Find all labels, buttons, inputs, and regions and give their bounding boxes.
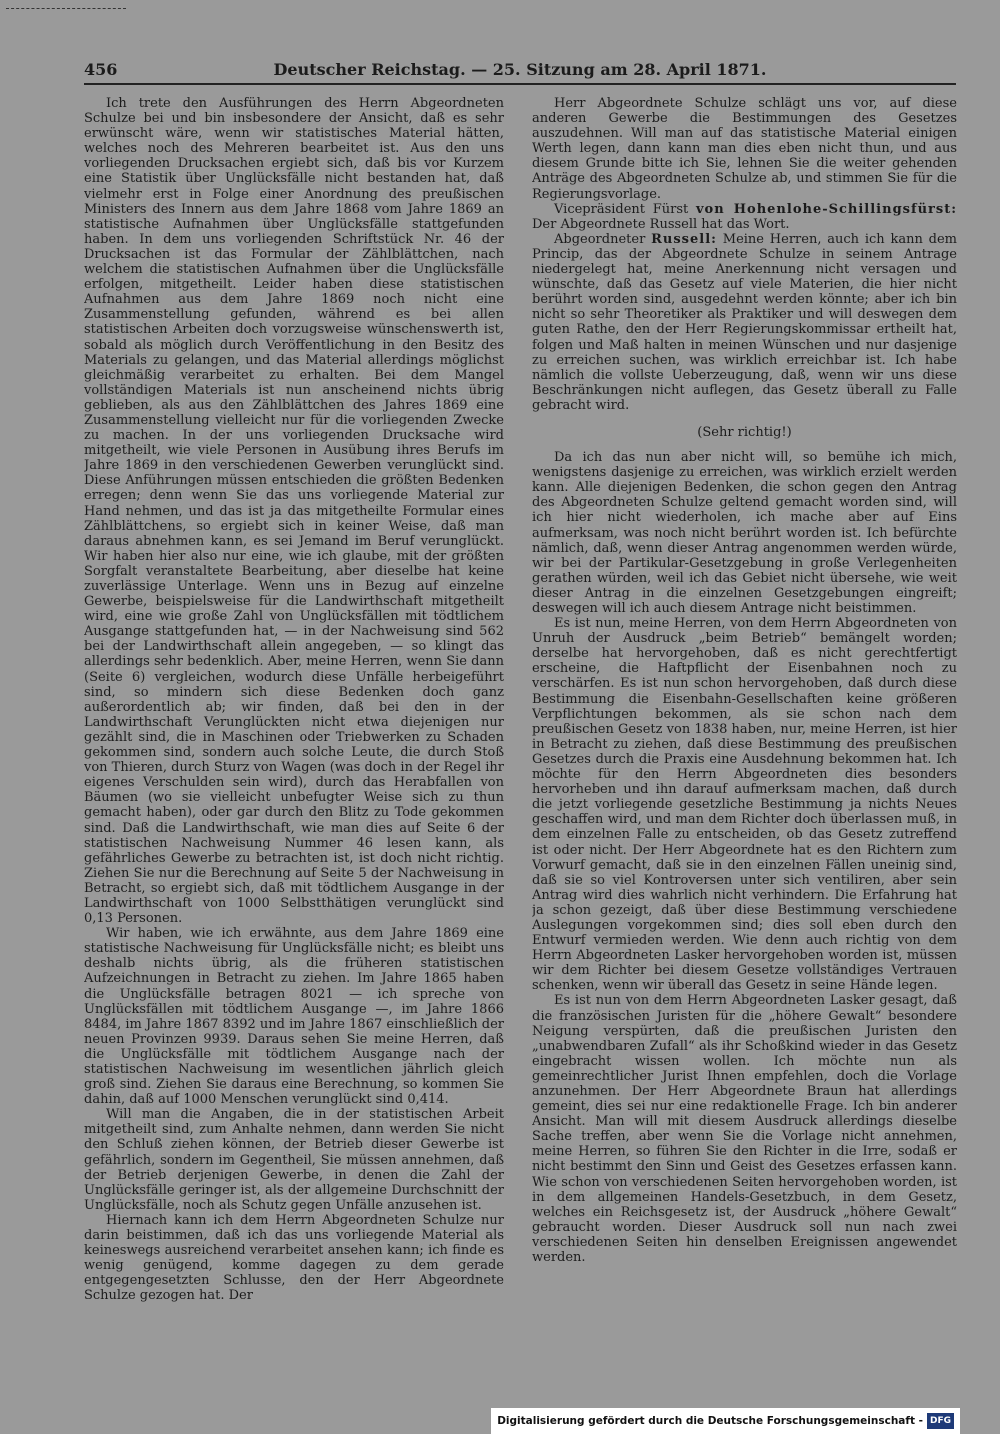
speaker-prefix: Abgeordneter [554, 231, 646, 247]
interjection: (Sehr richtig!) [697, 424, 792, 440]
speaker-text: Meine Herren, auch ich kann dem Princip, das der Abgeordnete Schulze in seinem Antrage niedergelegt hat, meine Anerkennung nicht versagen und wünschte, daß das Gesetz auf viele Materien, die hier nicht berührt worden sind, ausgedehnt werden könnte; aber ich bin nicht so sehr Theoretiker als Praktiker und will deswegen dem guten Rathe, den der Herr Regierungskommissar ertheilt hat, folgen und Maß halten in meinen Wünschen und nur dasjenige zu erreichen suchen, was wirklich erreichbar ist. Ich habe nämlich die vollste Ueberzeugung, daß, wenn wir uns diese Beschränkungen nicht auflegen, das Gesetz überall zu Falle gebracht wird. [532, 231, 957, 413]
speaker-russell [532, 232, 957, 413]
scan-corner-mark [6, 8, 126, 39]
left-column [84, 96, 504, 1351]
paragraph: Will man die Angaben, die in der statistischen Arbeit mitgetheilt sind, zum Anhalte nehmen, dann werden Sie nicht den Schluß ziehen können, der Betrieb dieser Gewerbe ist gefährlich, sondern im Gegentheil, Sie müssen annehmen, daß der Betrieb derjenigen Gewerbe, in denen die Zahl der Unglücksfälle geringer ist, als der allgemeine Durchschnitt der Unglücksfälle, noch als Schutz gegen Unfälle anzusehen ist. [84, 1107, 504, 1213]
paragraph: Es ist nun, meine Herren, von dem Herrn Abgeordneten von Unruh der Ausdruck „beim Betrieb“ bemängelt worden; derselbe hat hervorgehoben, daß es nicht gerechtfertigt erscheine, die Haftpflicht der Eisenbahnen noch zu verschärfen. Es ist nun schon hervorgehoben, daß durch diese Bestimmung die Eisenbahn-Gesellschaften keine größeren Verpflichtungen bekommen, als sie schon nach dem preußischen Gesetz von 1838 haben, nur, meine Herren, ist hier in Betracht zu ziehen, daß diese Bestimmung des preußischen Gesetzes durch die Praxis eine Ausdehnung bekommen hat. Ich möchte für den Herrn Abgeordneten dies besonders hervorheben und ihn darauf aufmerksam machen, daß durch die jetzt vorliegende gesetzliche Bestimmung ja nichts Neues geschaffen wird, und man dem Richter doch überlassen muß, in dem einzelnen Falle zu entscheiden, ob das Gesetz zutreffend ist oder nicht. Der Herr Abgeordnete hat es den Richtern zum Vorwurf gemacht, daß sie in den einzelnen Fällen uneinig sind, daß sie so viel Kontroversen unter sich ventiliren, aber sein Antrag wird dies wahrlich nicht verhindern. Die Erfahrung hat ja schon gezeigt, daß über diese Bestimmung verschiedene Auslegungen vorgekommen sind; dies soll eben durch den Entwurf vermieden werden. Wie denn auch richtig von dem Herrn Abgeordneten Lasker hervorgehoben worden ist, müssen wir dem Richter bei diesem Gesetze vollständiges Vertrauen schenken, wenn wir überall das Gesetz in seine Hände legen. [532, 616, 957, 994]
dfg-logo: DFG [927, 1413, 954, 1429]
running-title: Deutscher Reichstag. — 25. Sitzung am 28. April 1871. [273, 60, 767, 79]
page-number: 456 [84, 60, 118, 79]
paragraph: Ich trete den Ausführungen des Herrn Abgeordneten Schulze bei und bin insbesondere der Ansicht, daß es sehr erwünscht wäre, wenn wir statistisches Material hätten, welches noch des Mehreren bearbeitet ist. Aus den uns vorliegenden Drucksachen ergiebt sich, daß bis vor Kurzem eine Statistik über Unglücksfälle nicht bestanden hat, daß vielmehr erst in Folge einer Anordnung des preußischen Ministers des Innern aus dem Jahre 1868 vom Jahre 1869 an statistische Aufnahmen über Unglücksfälle stattgefunden haben. In dem uns vorliegenden Schriftstück Nr. 46 der Drucksachen ist das Formular der Zählblättchen, nach welchem die statistischen Aufnahmen über die Unglücksfälle erfolgen, mitgetheilt. Leider haben diese statistischen Aufnahmen aus dem Jahre 1869 noch nicht eine Zusammenstellung gefunden, während es bei allen statistischen Arbeiten doch vorzugsweise wünschenswerth ist, sobald als möglich durch Veröffentlichung in den Besitz des Materials zu gelangen, und das Material allerdings möglichst gleichmäßig verarbeitet zu erhalten. Bei dem Mangel vollständigen Materials ist nun anscheinend nichts übrig geblieben, als aus den Zählblättchen des Jahres 1869 eine Zusammenstellung vielleicht nur für die vorliegenden Zwecke zu machen. In der uns vorliegenden Drucksache wird mitgetheilt, wie viele Personen in Ausübung ihres Berufs im Jahre 1869 in den verschiedenen Gewerben verunglückt sind. Diese Anführungen müssen entschieden die größten Bedenken erregen; denn wenn Sie das uns vorliegende Material zur Hand nehmen, und das ist ja das mitgetheilte Formular eines Zählblättchens, so ergiebt sich in keiner Weise, daß man daraus abnehmen kann, es sei Jemand im Beruf verunglückt. Wir haben hier also nur eine, wie ich glaube, mit der größten Sorgfalt veranstaltete Bearbeitung, aber dieselbe hat keine zuverlässige Unterlage. Wenn uns in Bezug auf einzelne Gewerbe, beispielsweise für die Landwirthschaft mitgetheilt wird, eine wie große Zahl von Unglücksfällen mit tödtlichem Ausgange stattgefunden hat, — in der Nachweisung sind 562 bei der Landwirthschaft allein angegeben, — so klingt das allerdings sehr bedenklich. Aber, meine Herren, wenn Sie dann (Seite 6) vergleichen, wodurch diese Unfälle herbeigeführt sind, so mindern sich diese Bedenken doch ganz außerordentlich ab; wir finden, daß bei den in der Landwirthschaft Verunglückten nicht etwa diejenigen nur gezählt sind, die in Maschinen oder Triebwerken zu Schaden gekommen sind, sondern auch solche Leute, die durch Stoß von Thieren, durch Sturz von Wagen (was doch in der Regel ihr eigenes Verschulden sein wird), durch das Herabfallen von Bäumen (wo sie vielleicht unbefugter Weise sich zu thun gemacht haben), oder gar durch den Blitz zu Tode gekommen sind. Daß die Landwirthschaft, wie man dies auf Seite 6 der statistischen Nachweisung Nummer 46 lesen kann, als gefährliches Gewerbe zu betrachten ist, ist doch nicht richtig. Ziehen Sie nur die Berechnung auf Seite 5 der Nachweisung in Betracht, so ergiebt sich, daß mit tödtlichem Ausgange in der Landwirthschaft von 1000 Selbstthätigen verunglückt sind 0,13 Personen. [84, 96, 504, 927]
header-rule [84, 83, 956, 85]
speaker-name: Russell: [651, 231, 717, 247]
speaker-prefix: Vicepräsident Fürst [554, 201, 689, 217]
footer-text: Digitalisierung gefördert durch die Deutsche Forschungsgemeinschaft - [497, 1415, 923, 1427]
paragraph: Es ist nun von dem Herrn Abgeordneten Lasker gesagt, daß die französischen Juristen für die „höhere Gewalt“ besondere Neigung verspürten, daß die preußischen Juristen den „unabwendbaren Zufall“ als ihr Schoßkind wieder in das Gesetz eingebracht wissen wollen. Ich möchte nun als gemeinrechtlicher Jurist Ihnen empfehlen, doch die Vorlage anzunehmen. Der Herr Abgeordnete Braun hat allerdings gemeint, dies sei nur eine redaktionelle Frage. Ich bin anderer Ansicht. Man will mit diesem Ausdruck allerdings dieselbe Sache treffen, aber wenn Sie die Vorlage nicht annehmen, meine Herren, so führen Sie den Richter in die Irre, sodaß er nicht bestimmt den Sinn und Geist des Gesetzes erfassen kann. Wie schon von verschiedenen Seiten hervorgehoben worden, ist in dem allgemeinen Handels-Gesetzbuch, in dem Gesetz, welches ein Reichsgesetz ist, der Ausdruck „höhere Gewalt“ gebraucht worden. Dieser Ausdruck soll nun nach zwei verschiedenen Seiten hin denselben Ereignissen angewendet werden. [532, 993, 957, 1266]
speaker-name: von Hohenlohe-Schillingsfürst: [695, 201, 957, 217]
speaker-vicepresident [532, 202, 957, 232]
right-column [532, 96, 957, 1351]
paragraph: Herr Abgeordnete Schulze schlägt uns vor, auf diese anderen Gewerbe die Bestimmungen des Gesetzes auszudehnen. Will man auf das statistische Material einigen Werth legen, dann kann man dies eben nicht thun, und aus diesem Grunde bitte ich Sie, lehnen Sie die weiter gehenden Anträge des Abgeordneten Schulze ab, und stimmen Sie für die Regierungsvorlage. [532, 96, 957, 202]
speaker-text: Der Abgeordnete Russell hat das Wort. [532, 216, 790, 232]
paragraph: Wir haben, wie ich erwähnte, aus dem Jahre 1869 eine statistische Nachweisung für Unglücksfälle nicht; es bleibt uns deshalb nichts übrig, als die früheren statistischen Aufzeichnungen in Betracht zu ziehen. Im Jahre 1865 haben die Unglücksfälle betragen 8021 — ich spreche von Unglücksfällen mit tödtlichem Ausgange —, im Jahre 1866 8484, im Jahre 1867 8392 und im Jahre 1867 einschließlich der neuen Provinzen 9939. Daraus sehen Sie meine Herren, daß die Unglücksfälle mit tödtlichem Ausgange nach der statistischen Nachweisung im wesentlichen jährlich gleich groß sind. Ziehen Sie daraus eine Berechnung, so kommen Sie dahin, daß auf 1000 Menschen verunglückt sind 0,414. [84, 926, 504, 1108]
paragraph: Da ich das nun aber nicht will, so bemühe ich mich, wenigstens dasjenige zu erreichen, was wirklich erzielt werden kann. Alle diejenigen Bedenken, die schon gegen den Antrag des Abgeordneten Schulze geltend gemacht worden sind, will ich hier nicht wiederholen, ich mache aber auf Eins aufmerksam, was noch nicht berührt worden ist. Ich befürchte nämlich, daß, wenn dieser Antrag angenommen werden würde, wir bei der Partikular-Gesetzgebung in große Verlegenheiten gerathen würden, weil ich das Gebiet nicht übersehe, wie weit dieser Antrag in die einzelnen Gesetzgebungen eingreift; deswegen will ich auch diesem Antrage nicht beistimmen. [532, 450, 957, 616]
paragraph: Hiernach kann ich dem Herrn Abgeordneten Schulze nur darin beistimmen, daß ich das uns vorliegende Material als keineswegs ausreichend verarbeitet ansehen kann; ich finde es wenig genügend, komme dagegen zu dem gerade entgegengesetzten Schlusse, den der Herr Abgeordnete Schulze gezogen hat. Der [84, 1212, 504, 1304]
digitization-footer [491, 1408, 960, 1434]
page-header [84, 58, 956, 82]
